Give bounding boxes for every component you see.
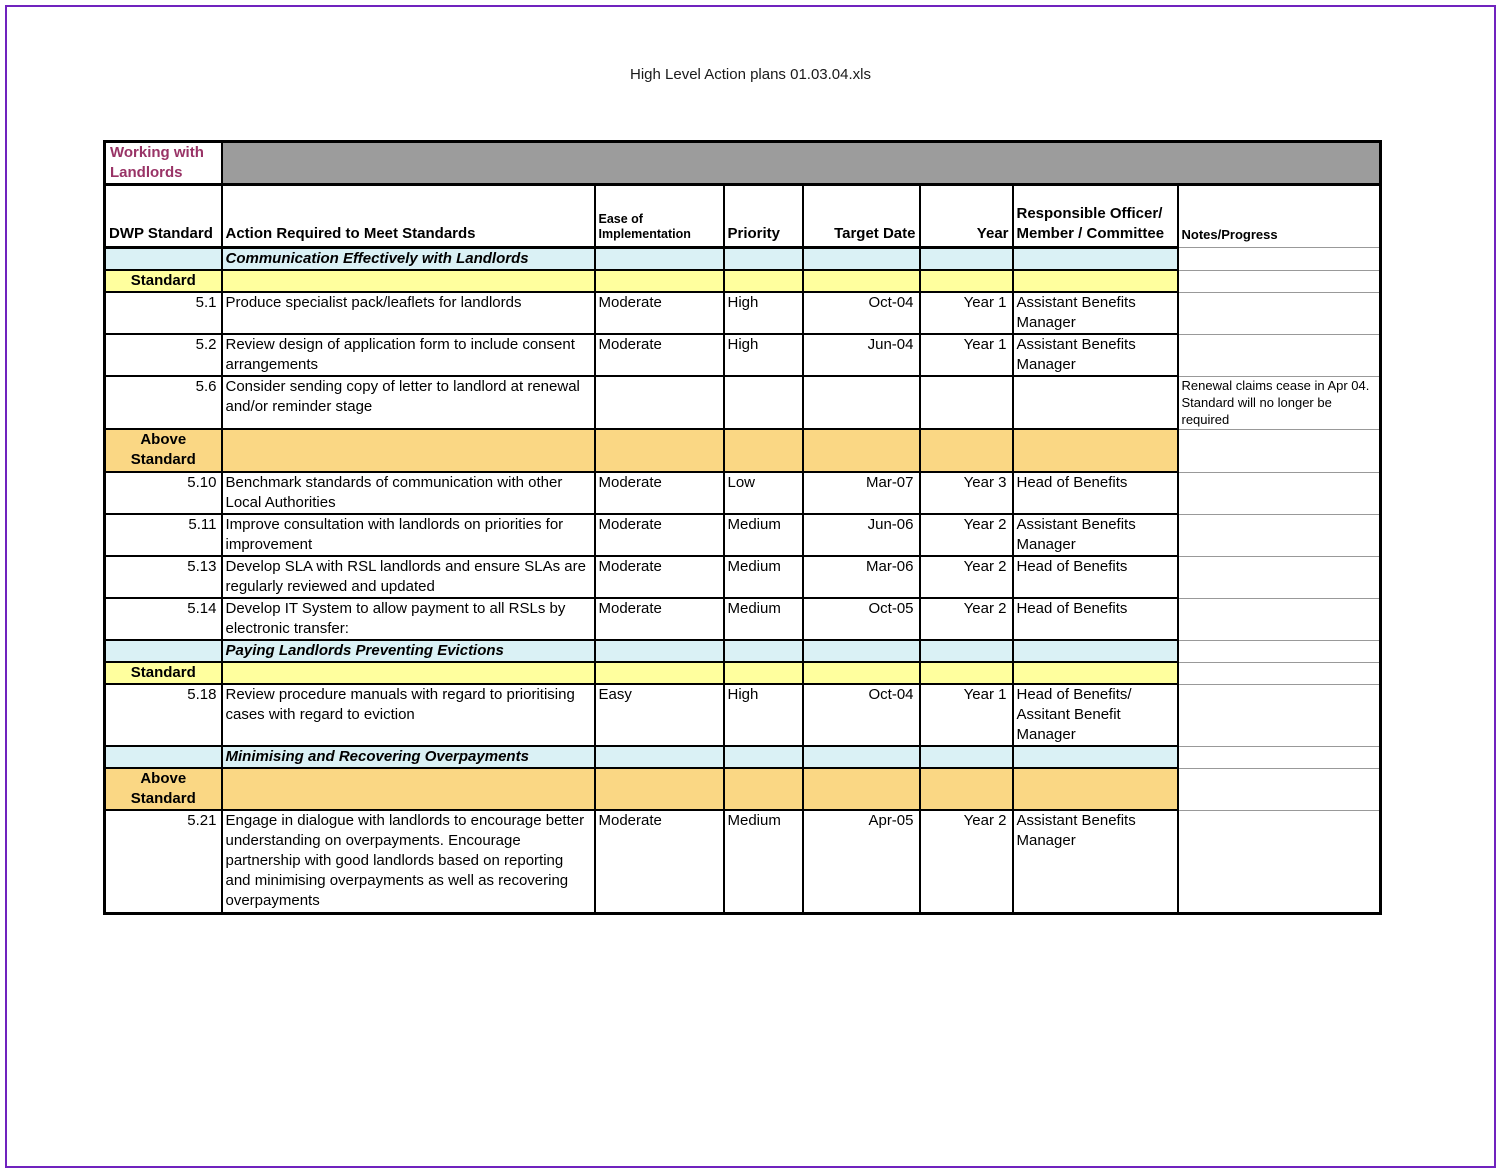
target-date-cell: Mar-07 <box>803 472 920 514</box>
year-cell <box>920 662 1013 684</box>
notes-cell <box>1178 746 1381 768</box>
officer-cell <box>1013 640 1178 662</box>
target-date-cell <box>803 768 920 810</box>
ease-cell: Moderate <box>595 292 724 334</box>
priority-cell: High <box>724 334 803 376</box>
band-label: Standard <box>105 662 222 684</box>
target-date-cell: Jun-06 <box>803 514 920 556</box>
ease-cell <box>595 640 724 662</box>
table-row-section <box>105 746 1381 768</box>
action-cell: Improve consultation with landlords on priorities for improvement <box>222 514 595 556</box>
notes-cell <box>1178 270 1381 292</box>
officer-cell <box>1013 376 1178 429</box>
dwp-number-cell: 5.21 <box>105 810 222 913</box>
officer-cell <box>1013 768 1178 810</box>
priority-cell <box>724 376 803 429</box>
priority-cell <box>724 248 803 271</box>
priority-cell <box>724 640 803 662</box>
year-cell <box>920 429 1013 472</box>
col-header-responsible-officer: Responsible Officer/ Member / Committee <box>1013 185 1178 248</box>
band-label: Above Standard <box>105 768 222 810</box>
dwp-number-cell <box>105 746 222 768</box>
ease-cell <box>595 429 724 472</box>
action-cell: Develop SLA with RSL landlords and ensure SLAs are regularly reviewed and updated <box>222 556 595 598</box>
section-title: Paying Landlords Preventing Evictions <box>222 640 595 662</box>
priority-cell <box>724 746 803 768</box>
dwp-number-cell <box>105 640 222 662</box>
col-header-ease-of-implementation: Ease of Implementation <box>595 185 724 248</box>
priority-cell <box>724 270 803 292</box>
target-date-cell <box>803 376 920 429</box>
action-cell: Produce specialist pack/leaflets for landlords <box>222 292 595 334</box>
target-date-cell <box>803 429 920 472</box>
action-cell <box>222 662 595 684</box>
notes-cell <box>1178 598 1381 640</box>
ease-cell <box>595 376 724 429</box>
officer-cell <box>1013 662 1178 684</box>
priority-cell <box>724 768 803 810</box>
ease-cell: Moderate <box>595 334 724 376</box>
target-date-cell: Oct-04 <box>803 684 920 746</box>
ease-cell: Moderate <box>595 810 724 913</box>
table-row-section <box>105 248 1381 271</box>
ease-cell: Easy <box>595 684 724 746</box>
notes-cell <box>1178 684 1381 746</box>
dwp-number-cell: 5.10 <box>105 472 222 514</box>
year-cell: Year 1 <box>920 684 1013 746</box>
table-row <box>105 376 1381 429</box>
table-row-band <box>105 429 1381 472</box>
table-row <box>105 684 1381 746</box>
notes-cell <box>1178 514 1381 556</box>
officer-cell <box>1013 429 1178 472</box>
officer-cell <box>1013 746 1178 768</box>
year-cell <box>920 640 1013 662</box>
officer-cell: Head of Benefits/ Assitant Benefit Manager <box>1013 684 1178 746</box>
ease-cell: Moderate <box>595 556 724 598</box>
ease-cell <box>595 248 724 271</box>
year-cell <box>920 768 1013 810</box>
notes-cell: Renewal claims cease in Apr 04. Standard will no longer be required <box>1178 376 1381 429</box>
target-date-cell: Apr-05 <box>803 810 920 913</box>
year-cell: Year 1 <box>920 334 1013 376</box>
table-row <box>105 514 1381 556</box>
table-row <box>105 334 1381 376</box>
notes-cell <box>1178 292 1381 334</box>
officer-cell <box>1013 248 1178 271</box>
target-date-cell <box>803 640 920 662</box>
officer-cell: Assistant Benefits Manager <box>1013 514 1178 556</box>
dwp-number-cell: 5.11 <box>105 514 222 556</box>
target-date-cell <box>803 662 920 684</box>
target-date-cell: Oct-05 <box>803 598 920 640</box>
notes-cell <box>1178 556 1381 598</box>
col-header-year: Year <box>920 185 1013 248</box>
priority-cell: Medium <box>724 556 803 598</box>
dwp-number-cell: 5.2 <box>105 334 222 376</box>
action-cell <box>222 429 595 472</box>
col-header-priority: Priority <box>724 185 803 248</box>
officer-cell: Head of Benefits <box>1013 472 1178 514</box>
notes-cell <box>1178 768 1381 810</box>
col-header-action-required: Action Required to Meet Standards <box>222 185 595 248</box>
table-row-band <box>105 270 1381 292</box>
year-cell: Year 2 <box>920 514 1013 556</box>
target-date-cell <box>803 746 920 768</box>
year-cell <box>920 376 1013 429</box>
notes-cell <box>1178 429 1381 472</box>
year-cell: Year 1 <box>920 292 1013 334</box>
col-header-target-date: Target Date <box>803 185 920 248</box>
priority-cell: Medium <box>724 514 803 556</box>
ease-cell: Moderate <box>595 514 724 556</box>
table-row <box>105 472 1381 514</box>
table-header-row <box>105 185 1381 248</box>
ease-cell <box>595 746 724 768</box>
action-cell: Review design of application form to include consent arrangements <box>222 334 595 376</box>
action-cell: Engage in dialogue with landlords to encourage better understanding on overpayments. Encourage partnership with good landlords based on reporting and minimising overpayments as well as recovering overpayments <box>222 810 595 913</box>
ease-cell <box>595 768 724 810</box>
action-cell <box>222 768 595 810</box>
col-header-dwp-standard: DWP Standard <box>105 185 222 248</box>
priority-cell: High <box>724 684 803 746</box>
ease-cell: Moderate <box>595 472 724 514</box>
notes-cell <box>1178 248 1381 271</box>
target-date-cell: Oct-04 <box>803 292 920 334</box>
officer-cell: Head of Benefits <box>1013 598 1178 640</box>
action-cell <box>222 270 595 292</box>
year-cell <box>920 270 1013 292</box>
table-row-band <box>105 662 1381 684</box>
target-date-cell: Mar-06 <box>803 556 920 598</box>
band-label: Above Standard <box>105 429 222 472</box>
ease-cell: Moderate <box>595 598 724 640</box>
target-date-cell <box>803 248 920 271</box>
year-cell: Year 2 <box>920 556 1013 598</box>
officer-cell: Assistant Benefits Manager <box>1013 334 1178 376</box>
notes-cell <box>1178 472 1381 514</box>
action-cell: Review procedure manuals with regard to prioritising cases with regard to eviction <box>222 684 595 746</box>
year-cell: Year 2 <box>920 810 1013 913</box>
dwp-number-cell: 5.6 <box>105 376 222 429</box>
document-title: High Level Action plans 01.03.04.xls <box>630 66 871 83</box>
action-cell: Develop IT System to allow payment to all RSLs by electronic transfer: <box>222 598 595 640</box>
dwp-number-cell: 5.14 <box>105 598 222 640</box>
dwp-number-cell <box>105 248 222 271</box>
priority-cell: Medium <box>724 598 803 640</box>
dwp-number-cell: 5.1 <box>105 292 222 334</box>
priority-cell <box>724 429 803 472</box>
priority-cell: Low <box>724 472 803 514</box>
notes-cell <box>1178 810 1381 913</box>
priority-cell <box>724 662 803 684</box>
table-row-band <box>105 768 1381 810</box>
ease-cell <box>595 662 724 684</box>
band-label: Standard <box>105 270 222 292</box>
target-date-cell <box>803 270 920 292</box>
officer-cell: Assistant Benefits Manager <box>1013 292 1178 334</box>
officer-cell: Head of Benefits <box>1013 556 1178 598</box>
table-row <box>105 598 1381 640</box>
action-cell: Benchmark standards of communication with other Local Authorities <box>222 472 595 514</box>
notes-cell <box>1178 662 1381 684</box>
sheet-banner-row <box>105 142 1381 185</box>
notes-cell <box>1178 640 1381 662</box>
banner-gray-bar <box>222 142 1381 185</box>
year-cell <box>920 746 1013 768</box>
table-row <box>105 556 1381 598</box>
dwp-number-cell: 5.18 <box>105 684 222 746</box>
ease-cell <box>595 270 724 292</box>
target-date-cell: Jun-04 <box>803 334 920 376</box>
officer-cell <box>1013 270 1178 292</box>
action-cell: Consider sending copy of letter to landlord at renewal and/or reminder stage <box>222 376 595 429</box>
table-row-section <box>105 640 1381 662</box>
table-row <box>105 292 1381 334</box>
year-cell <box>920 248 1013 271</box>
year-cell: Year 3 <box>920 472 1013 514</box>
officer-cell: Assistant Benefits Manager <box>1013 810 1178 913</box>
col-header-notes-progress: Notes/Progress <box>1178 185 1381 248</box>
priority-cell: High <box>724 292 803 334</box>
section-title: Minimising and Recovering Overpayments <box>222 746 595 768</box>
section-title: Communication Effectively with Landlords <box>222 248 595 271</box>
banner-title: Working with Landlords <box>105 142 222 185</box>
dwp-number-cell: 5.13 <box>105 556 222 598</box>
table-row <box>105 810 1381 913</box>
priority-cell: Medium <box>724 810 803 913</box>
action-plan-table <box>103 140 1382 915</box>
notes-cell <box>1178 334 1381 376</box>
year-cell: Year 2 <box>920 598 1013 640</box>
